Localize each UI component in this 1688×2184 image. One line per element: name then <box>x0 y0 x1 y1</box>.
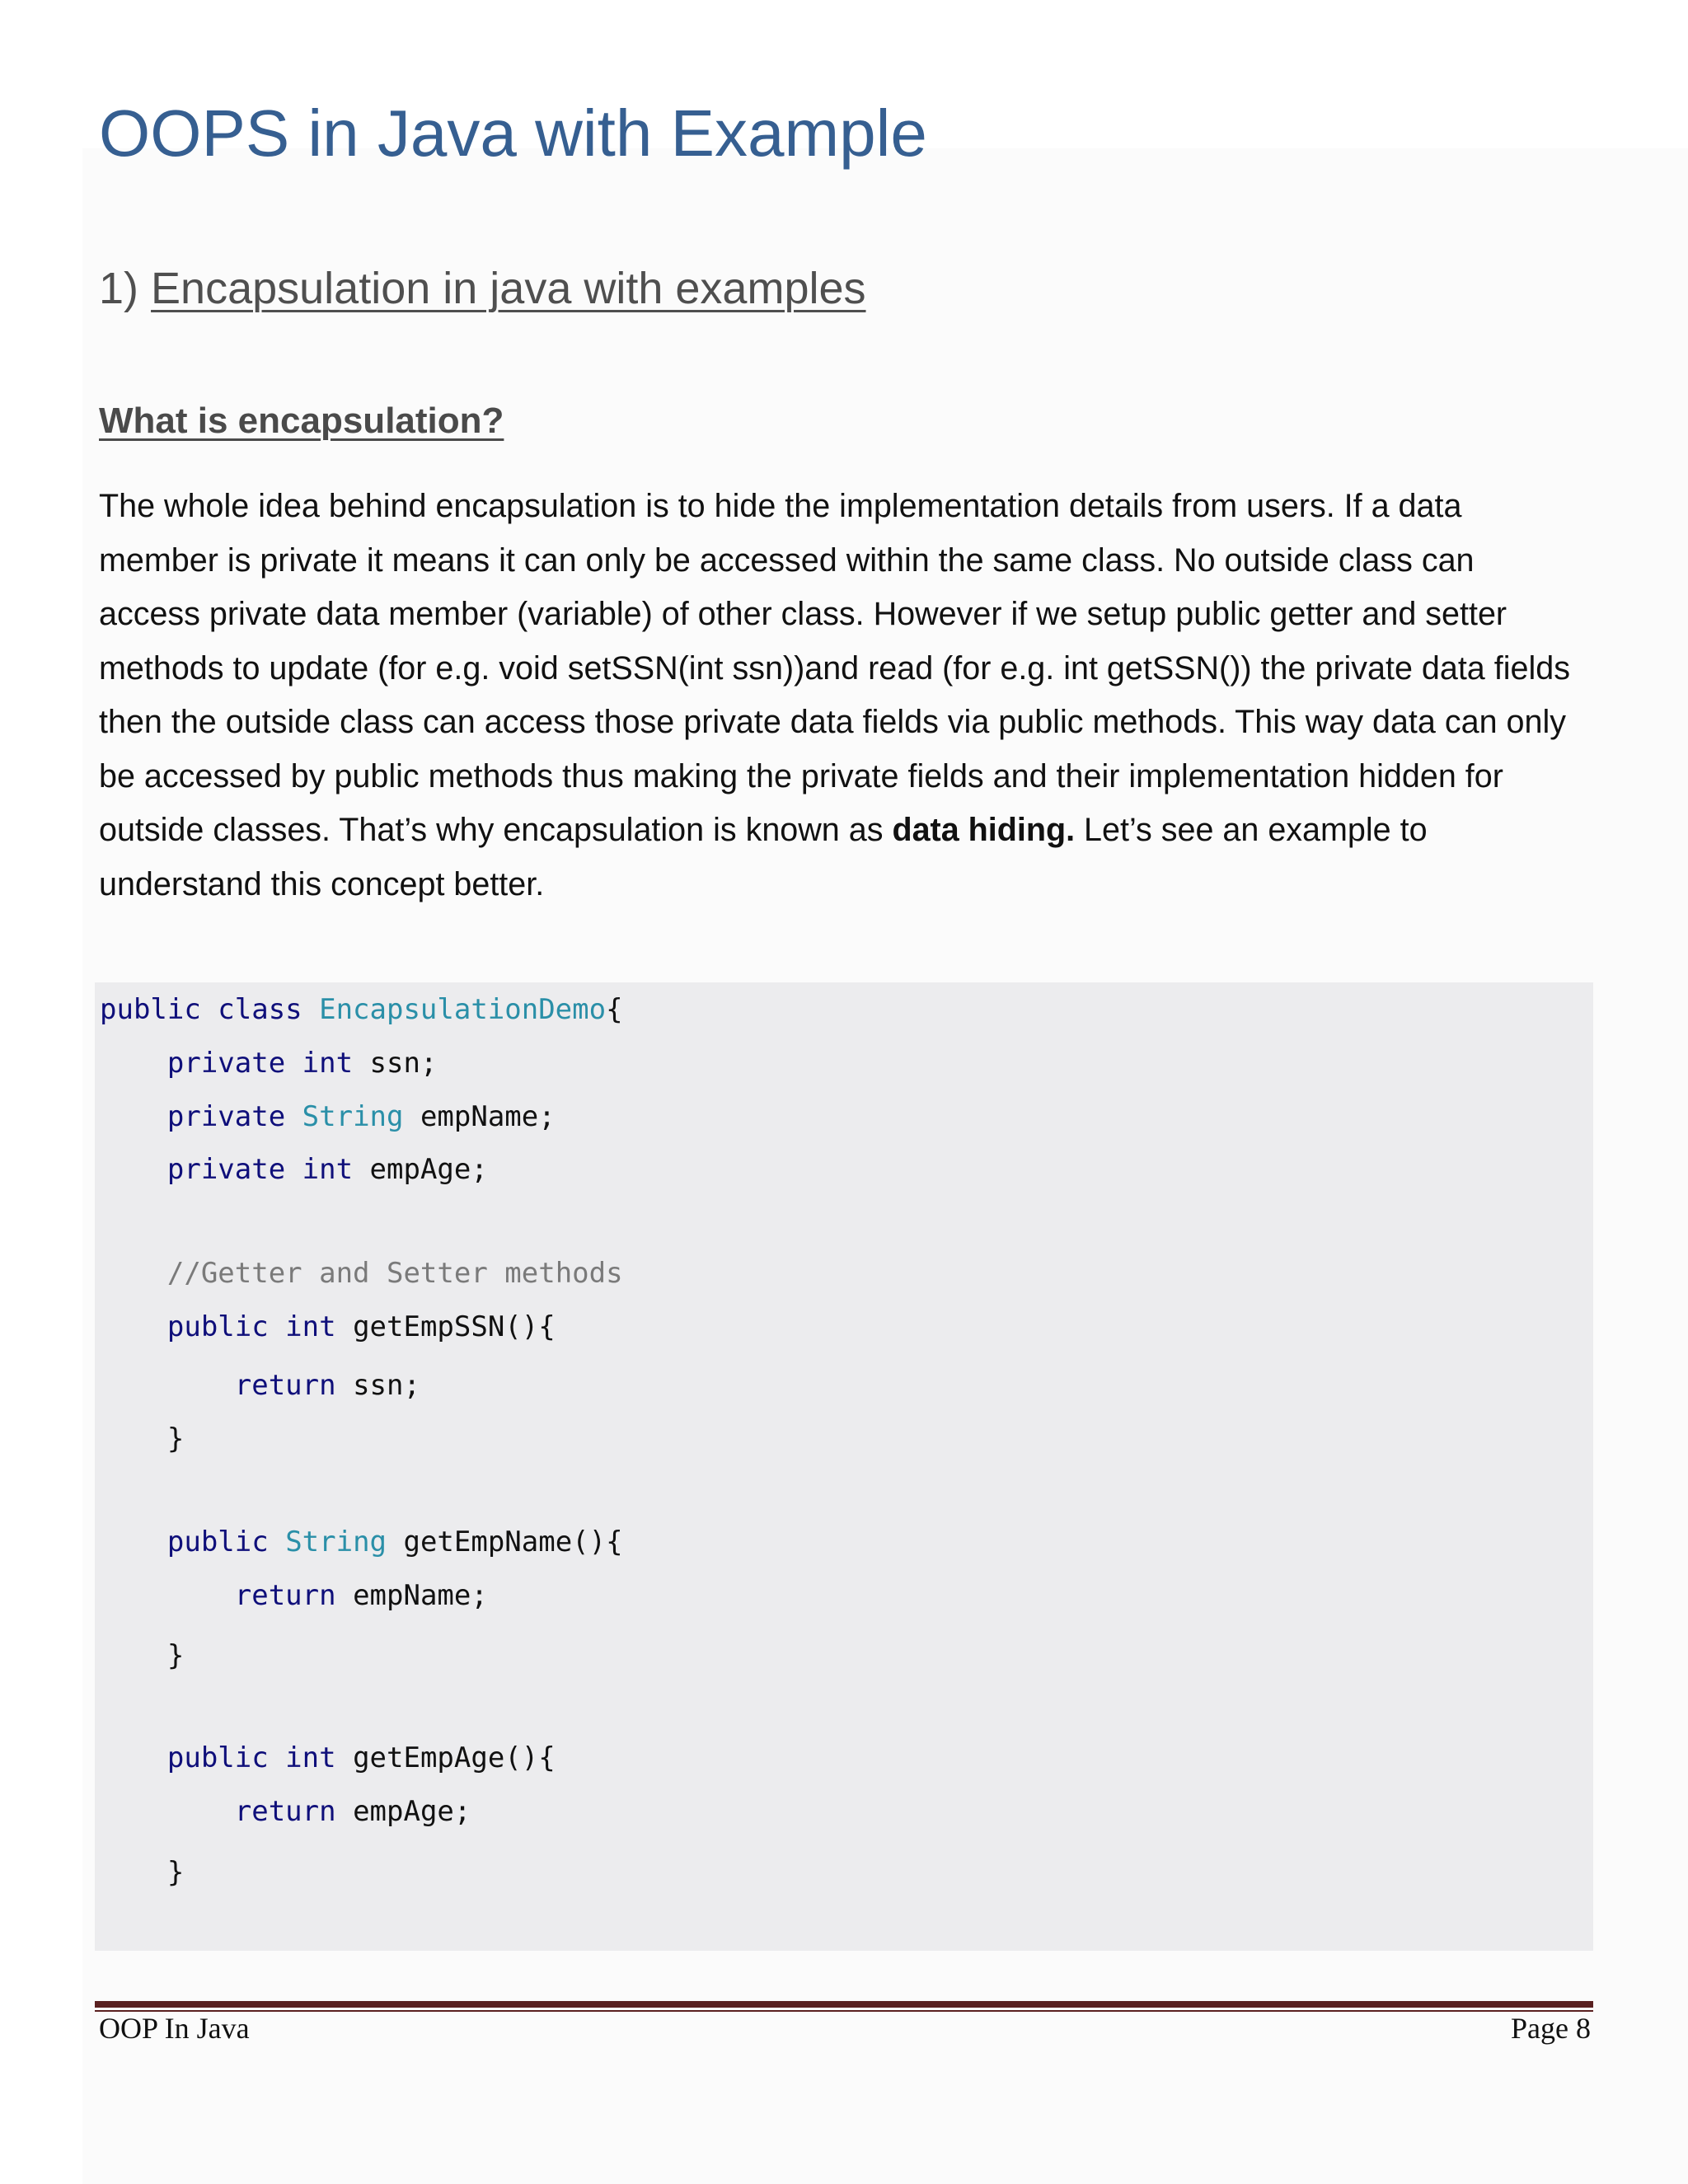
code-comment: //Getter and Setter methods <box>166 1257 623 1290</box>
code-text: } <box>166 1639 185 1672</box>
code-text: getEmpAge(){ <box>335 1741 556 1774</box>
code-line-comment <box>100 1257 623 1290</box>
code-line-method1-return <box>100 1369 420 1402</box>
code-block <box>95 982 1593 1951</box>
footer-doc-title: OOP In Java <box>99 2012 250 2045</box>
code-keyword: public class <box>100 993 320 1026</box>
paragraph-text-end: Let’s see an example to understand this concept better. <box>99 812 1428 902</box>
code-line-method2-signature <box>100 1528 623 1556</box>
section-title-link[interactable]: Encapsulation in java with examples <box>151 264 866 313</box>
paragraph-text: The whole idea behind encapsulation is to hide the implementation details from users. If a data member is private it means it can only be accessed within the same class. No outside class can access private data member (variable) of other class. However if we setup public getter and setter methods to update (for e.g. void setSSN(int ssn))and read (for e.g. int getSSN()) the private data fields then the outside class can access those private data fields via public methods. This way data can only be accessed by public methods thus making the private fields and their implementation hidden for outside classes. That’s why encapsulation is known as <box>99 488 1570 848</box>
code-line-field-name <box>100 1100 556 1133</box>
code-text: getEmpSSN(){ <box>335 1310 556 1343</box>
code-line-method3-signature <box>100 1741 556 1774</box>
page-title: OOPS in Java with Example <box>99 96 927 170</box>
code-type: String <box>285 1526 387 1558</box>
code-text: empAge; <box>335 1795 471 1828</box>
code-text: } <box>166 1422 185 1455</box>
section-heading <box>99 262 866 316</box>
code-text: ssn; <box>335 1369 420 1402</box>
code-text: getEmpName(){ <box>387 1526 623 1558</box>
code-type: EncapsulationDemo <box>319 993 607 1026</box>
code-line-method2-return <box>100 1579 488 1612</box>
code-type: String <box>302 1100 404 1133</box>
code-line-method2-close <box>100 1639 185 1672</box>
code-line-method1-signature <box>100 1310 556 1343</box>
body-paragraph <box>99 480 1582 912</box>
code-keyword: public <box>166 1526 286 1558</box>
code-text: empName; <box>403 1100 556 1133</box>
code-keyword: private int <box>166 1047 354 1080</box>
code-line-field-age <box>100 1153 488 1186</box>
code-keyword: return <box>234 1369 336 1402</box>
code-line-method3-return <box>100 1795 471 1828</box>
code-text: ssn; <box>353 1047 438 1080</box>
section-number: 1) <box>99 264 139 313</box>
code-keyword: return <box>234 1795 336 1828</box>
footer-rule <box>95 2001 1593 2008</box>
code-text: { <box>606 993 623 1026</box>
code-line-class-decl <box>100 993 623 1026</box>
code-line-method3-close <box>100 1856 185 1889</box>
subheading: What is encapsulation? <box>99 401 504 441</box>
footer-rule-thin <box>95 2010 1593 2012</box>
code-keyword: public int <box>166 1310 336 1343</box>
code-line-field-ssn <box>100 1047 438 1080</box>
code-keyword: private <box>166 1100 302 1133</box>
code-text: empAge; <box>353 1153 488 1186</box>
code-keyword: return <box>234 1579 336 1612</box>
code-keyword: private int <box>166 1153 354 1186</box>
footer-page-number: Page 8 <box>1511 2012 1591 2045</box>
code-line-method1-close <box>100 1422 185 1455</box>
code-text: empName; <box>335 1579 488 1612</box>
code-text: } <box>166 1856 185 1889</box>
bold-term: data hiding. <box>892 812 1076 848</box>
code-keyword: public int <box>166 1741 336 1774</box>
